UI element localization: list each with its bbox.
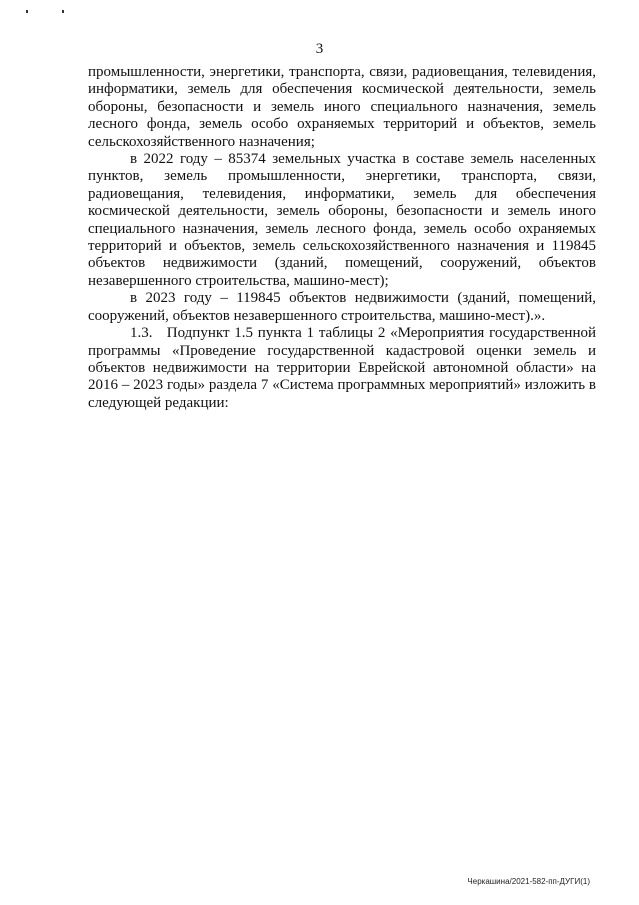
document-body — [88, 64, 600, 412]
footer-reference: Черкашина/2021-582-пп-ДУГИ(1) — [467, 877, 590, 886]
scan-mark-left — [26, 10, 28, 13]
scan-mark-right — [62, 10, 64, 13]
paragraph-1-3: 1.3. Подпункт 1.5 пункта 1 таблицы 2 «Мероприятия государственной программы «Проведение государственной кадастровой оценки земель и объектов недвижимости на территории Еврейской автономной области» на 2016 – 2023 годы» раздела 7 «Система программных мероприятий» изложить в следующей редакции: — [88, 325, 600, 411]
paragraph-2023: в 2023 году – 119845 объектов недвижимости (зданий, помещений, сооружений, объектов незавершенного строительства, машино-мест).». — [88, 290, 596, 324]
page-number: 3 — [315, 41, 324, 57]
paragraph-2022: в 2022 году – 85374 земельных участка в составе земель населенных пунктов, земель промышленности, энергетики, транспорта, связи, радиовещания, телевидения, информатики, земель для обеспечения космической деятельности, земель обороны, безопасности и земель иного специального назначения, земель лесного фонда, земель особо охраняемых территорий и объектов, земель сельскохозяйственного назначения и 119845 объектов недвижимости (зданий, помещений, сооружений, объектов незавершенного строительства, машино-мест); — [88, 151, 596, 289]
paragraph-continuation: промышленности, энергетики, транспорта, связи, радиовещания, телевидения, информатики, земель для обеспечения космической деятельности, земель обороны, безопасности и земель иного специального назначения, земель лесного фонда, земель особо охраняемых территорий и объектов, земель сельскохозяйственного назначения; — [88, 64, 596, 150]
